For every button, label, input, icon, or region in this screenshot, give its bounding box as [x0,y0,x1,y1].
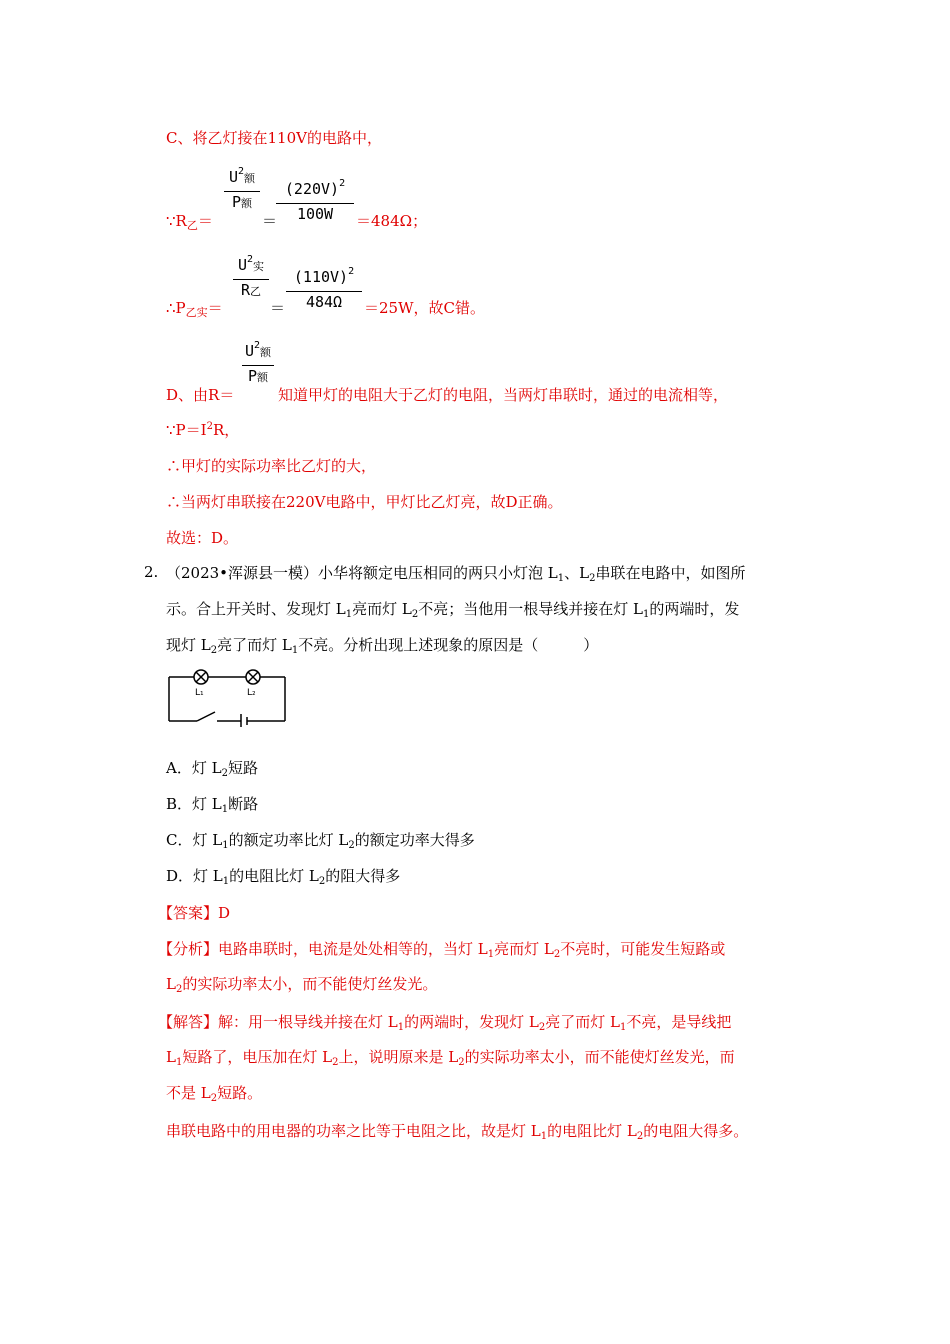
answer: 【答案】D [158,904,231,922]
equals-sign: ＝ [262,212,278,230]
analysis-line1: 【分析】电路串联时，电流是处处相等的，当灯 $L_1$亮而灯 $L_2$不亮时，可能发生短路或 [158,940,726,960]
explanation-line4: 串联电路中的用电器的功率之比等于电阻之比，故是灯 $L_1$的电阻比灯 $L_2$的电阻大得多。 [166,1122,749,1142]
r-result: ＝484Ω； [356,212,428,230]
lamp-l1-icon [194,670,208,684]
option-c[interactable]: C．灯 $L_1$的额定功率比灯 $L_2$的额定功率大得多 [166,831,475,851]
circuit-diagram [165,665,290,727]
lamp-l2-icon [246,670,260,684]
solution-d-prefix: D、由R＝ [166,386,235,404]
fraction-u-over-r: $U^2$实 R乙 [231,254,271,302]
power-formula: $\because P=I^2R$， [166,421,240,439]
solution-d-conclusion: 故选：D。 [166,529,239,547]
solution-d-line3: ∴甲灯的实际功率比乙灯的大， [166,457,377,475]
analysis-line2: $L_2$的实际功率太小，而不能使灯丝发光。 [166,975,438,995]
explanation-line3: 不是 $L_2$短路。 [166,1084,263,1104]
fraction-u-over-p: $U^2$额 P额 [222,166,262,214]
solution-c-intro: C、将乙灯接在110V的电路中， [166,129,382,147]
equals-sign: ＝ [270,299,286,317]
explanation-line1: 【解答】解：用一根导线并接在灯 $L_1$的两端时，发现灯 $L_2$亮了而灯 $L_1$不亮，是导线把 [158,1013,732,1033]
p-formula-lhs: $\therefore P_{乙实}=$ [166,299,223,319]
option-b[interactable]: B．灯 $L_1$断路 [166,795,259,815]
fraction-220-over-100: $(220V)^2$ 100W [274,178,356,224]
option-d[interactable]: D．灯 $L_1$的电阻比灯 $L_2$的阻大得多 [166,867,401,887]
explanation-line2: $L_1$短路了，电压加在灯 $L_2$上，说明原来是 $L_2$的实际功率太小，而不能使灯丝发光，而 [166,1048,735,1068]
question-text-line1: （2023•浑源县一模）小华将额定电压相同的两只小灯泡 $L_1$、$L_2$串联在电路中，如图所 [166,564,746,584]
switch-icon [197,712,215,721]
lamp-l2-label: L₂ [247,688,256,698]
fraction-u-over-p-d: $U^2$额 P额 [240,340,276,388]
lamp-l1-label: L₁ [195,688,204,698]
p-result: ＝25W，故C错。 [364,299,485,317]
solution-d-rest: 知道甲灯的电阻大于乙灯的电阻，当两灯串联时，通过的电流相等， [278,386,729,404]
question-text-line3: 现灯 $L_2$亮了而灯 $L_1$不亮。分析出现上述现象的原因是（ ） [166,636,599,656]
question-text-line2: 示。合上开关时、发现灯 $L_1$亮而灯 $L_2$不亮；当他用一根导线并接在灯 $L_1$的两端时，发 [166,600,740,620]
solution-d-line4: ∴当两灯串联接在220V电路中，甲灯比乙灯亮，故D正确。 [166,493,563,511]
option-a[interactable]: A．灯 $L_2$短路 [166,759,258,779]
question-number: 2. [144,563,159,581]
fraction-110-over-484: $(110V)^2$ 484Ω [284,266,364,312]
r-formula-lhs: $\because R_乙=$ [166,212,213,232]
